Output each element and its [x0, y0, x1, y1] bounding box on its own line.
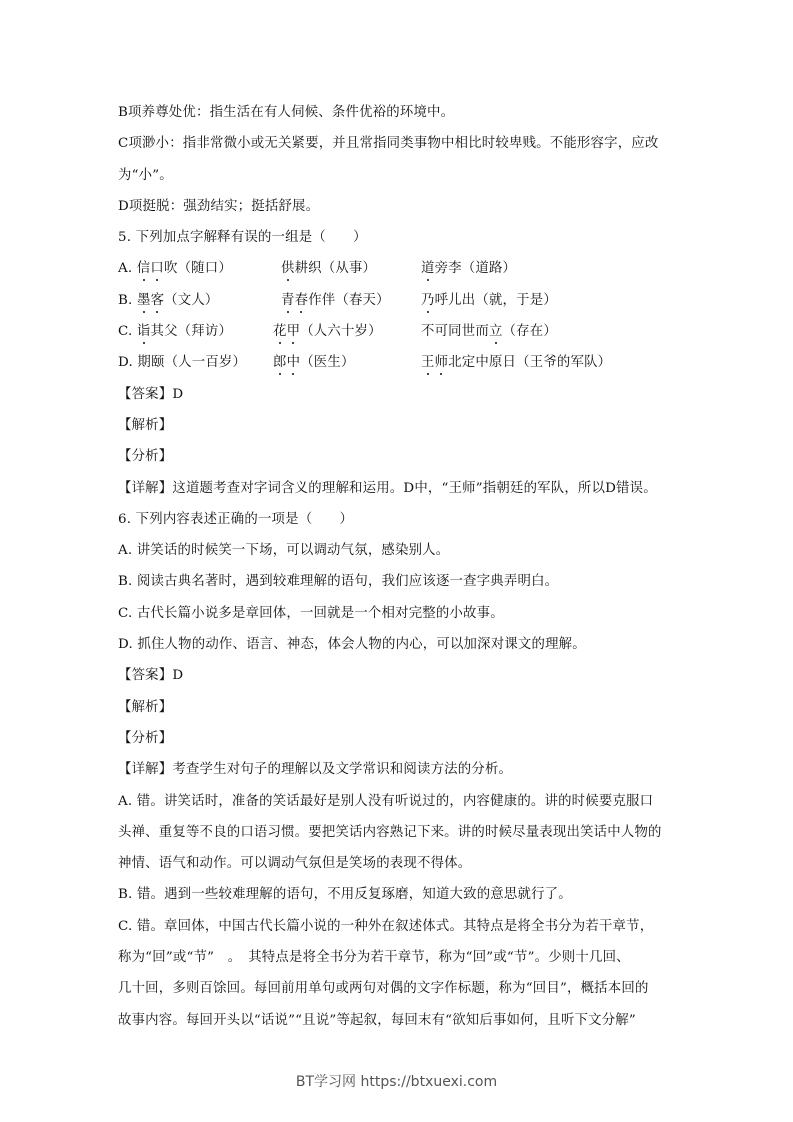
text-line: D项挺脱：强劲结实；挺括舒展。: [118, 198, 320, 214]
option-label: D.: [118, 355, 133, 371]
q5-option-d: [118, 353, 688, 384]
text-line: 为“小”。: [118, 167, 173, 183]
option-label: B.: [118, 292, 133, 308]
question-6-stem: 6. 下列内容表述正确的一项是（ ）: [118, 511, 354, 527]
q5-jiexi-heading: 【解析】: [118, 417, 173, 433]
document-page: [118, 103, 688, 1042]
q6-option-a: A. 讲笑话的时候笑一下场，可以调动气氛，感染别人。: [118, 543, 450, 559]
q5-a-item-1: A. 信口吹（随口）: [118, 261, 232, 277]
q6-option-d: D. 抓住人物的动作、语言、神态，体会人物的内心，可以加深对课文的理解。: [118, 637, 586, 653]
dotted-chars: 乃: [421, 292, 435, 308]
text-line: C项渺小：指非常微小或无关紧要，并且常指同类事物中相比时较卑贱。不能形容字，应改: [118, 136, 659, 152]
q5-b-item-3: 乃呼儿出（就，于是）: [421, 292, 557, 308]
question-5-stem: 5. 下列加点字解释有误的一组是（ ）: [118, 230, 367, 246]
q6-answer: 【答案】D: [118, 668, 184, 684]
q5-d-item-3: 王师北定中原日（王爷的军队）: [421, 355, 612, 371]
dotted-chars: 王师: [421, 355, 449, 371]
q5-b-item-2: 青春作伴（春天）: [281, 292, 390, 308]
explanation-line: B. 错。遇到一些较难理解的语句，不用反复琢磨，知道大致的意思就行了。: [118, 887, 572, 903]
q5-d-item-1: D. 期颐（人一百岁）: [118, 355, 247, 371]
explanation-line: 故事内容。每回开头以“话说”“且说”等起叙，每回末有“欲知后事如何，且听下文分解”: [118, 1012, 636, 1028]
dotted-chars: 青春: [281, 292, 309, 308]
option-label: C.: [118, 324, 133, 340]
q5-b-item-1: B. 墨客（文人）: [118, 292, 219, 308]
explanation-line: 几十回，多则百馀回。每回前用单句或两句对偶的文字作标题，称为“回目”，概括本回的: [118, 981, 649, 997]
q5-option-a: [118, 259, 688, 290]
dotted-chars: 信口: [136, 261, 164, 277]
q5-c-item-2: 花甲（人六十岁）: [273, 324, 382, 340]
dotted-chars: 道: [421, 261, 435, 277]
q5-xiangjie: 【详解】这道题考查对字词含义的理解和运用。D中，“王师”指朝廷的军队，所以D错误。: [118, 480, 657, 496]
q5-option-c: [118, 322, 688, 353]
watermark-footer: BT学习网 https://btxuexi.com: [295, 1074, 498, 1090]
q5-c-item-1: C. 诣其父（拜访）: [118, 324, 233, 340]
explanation-line: 神情、语气和动作。可以调动气氛但是笑场的表现不得体。: [118, 856, 472, 872]
option-label: A.: [118, 261, 133, 277]
dotted-chars: 诣: [136, 324, 151, 340]
q5-a-item-2: 供耕织（从事）: [281, 261, 377, 277]
dotted-chars: 墨客: [136, 292, 165, 308]
q5-option-b: [118, 291, 688, 322]
dotted-chars: 供: [281, 261, 295, 277]
explanation-line: 称为“回”或“节” 。 其特点是将全书分为若干章节，称为“回”或“节”。少则十几回、: [118, 950, 630, 966]
q5-a-item-3: 道旁李（道路）: [421, 261, 517, 277]
q6-xiangjie: 【详解】考查学生对句子的理解以及文学常识和阅读方法的分析。: [118, 762, 513, 778]
q5-answer: 【答案】D: [118, 386, 184, 402]
q6-option-c: C. 古代长篇小说多是章回体，一回就是一个相对完整的小故事。: [118, 605, 504, 621]
dotted-chars: 立: [488, 324, 503, 340]
q6-fenxi-heading: 【分析】: [118, 730, 173, 746]
q5-fenxi-heading: 【分析】: [118, 449, 173, 465]
q6-jiexi-heading: 【解析】: [118, 699, 173, 715]
text-line: B项养尊处优：指生活在有人伺候、条件优裕的环境中。: [118, 105, 455, 120]
q6-option-b: B. 阅读古典名著时，遇到较难理解的语句，我们应该逐一查字典弄明白。: [118, 574, 559, 590]
explanation-line: C. 错。章回体，中国古代长篇小说的一种外在叙述体式。其特点是将全书分为若干章节，: [118, 918, 654, 934]
dotted-chars: 郎中: [273, 355, 301, 371]
explanation-line: 头禅、重复等不良的口语习惯。要把笑话内容熟记下来。讲的时候尽量表现出笑话中人物的: [118, 824, 662, 840]
explanation-line: A. 错。讲笑话时，准备的笑话最好是别人没有听说过的，内容健康的。讲的时候要克服口: [118, 793, 654, 809]
dotted-chars: 花甲: [273, 324, 301, 340]
q5-d-item-2: 郎中（医生）: [273, 355, 355, 371]
q5-c-item-3: 不可同世而立（存在）: [421, 324, 557, 340]
